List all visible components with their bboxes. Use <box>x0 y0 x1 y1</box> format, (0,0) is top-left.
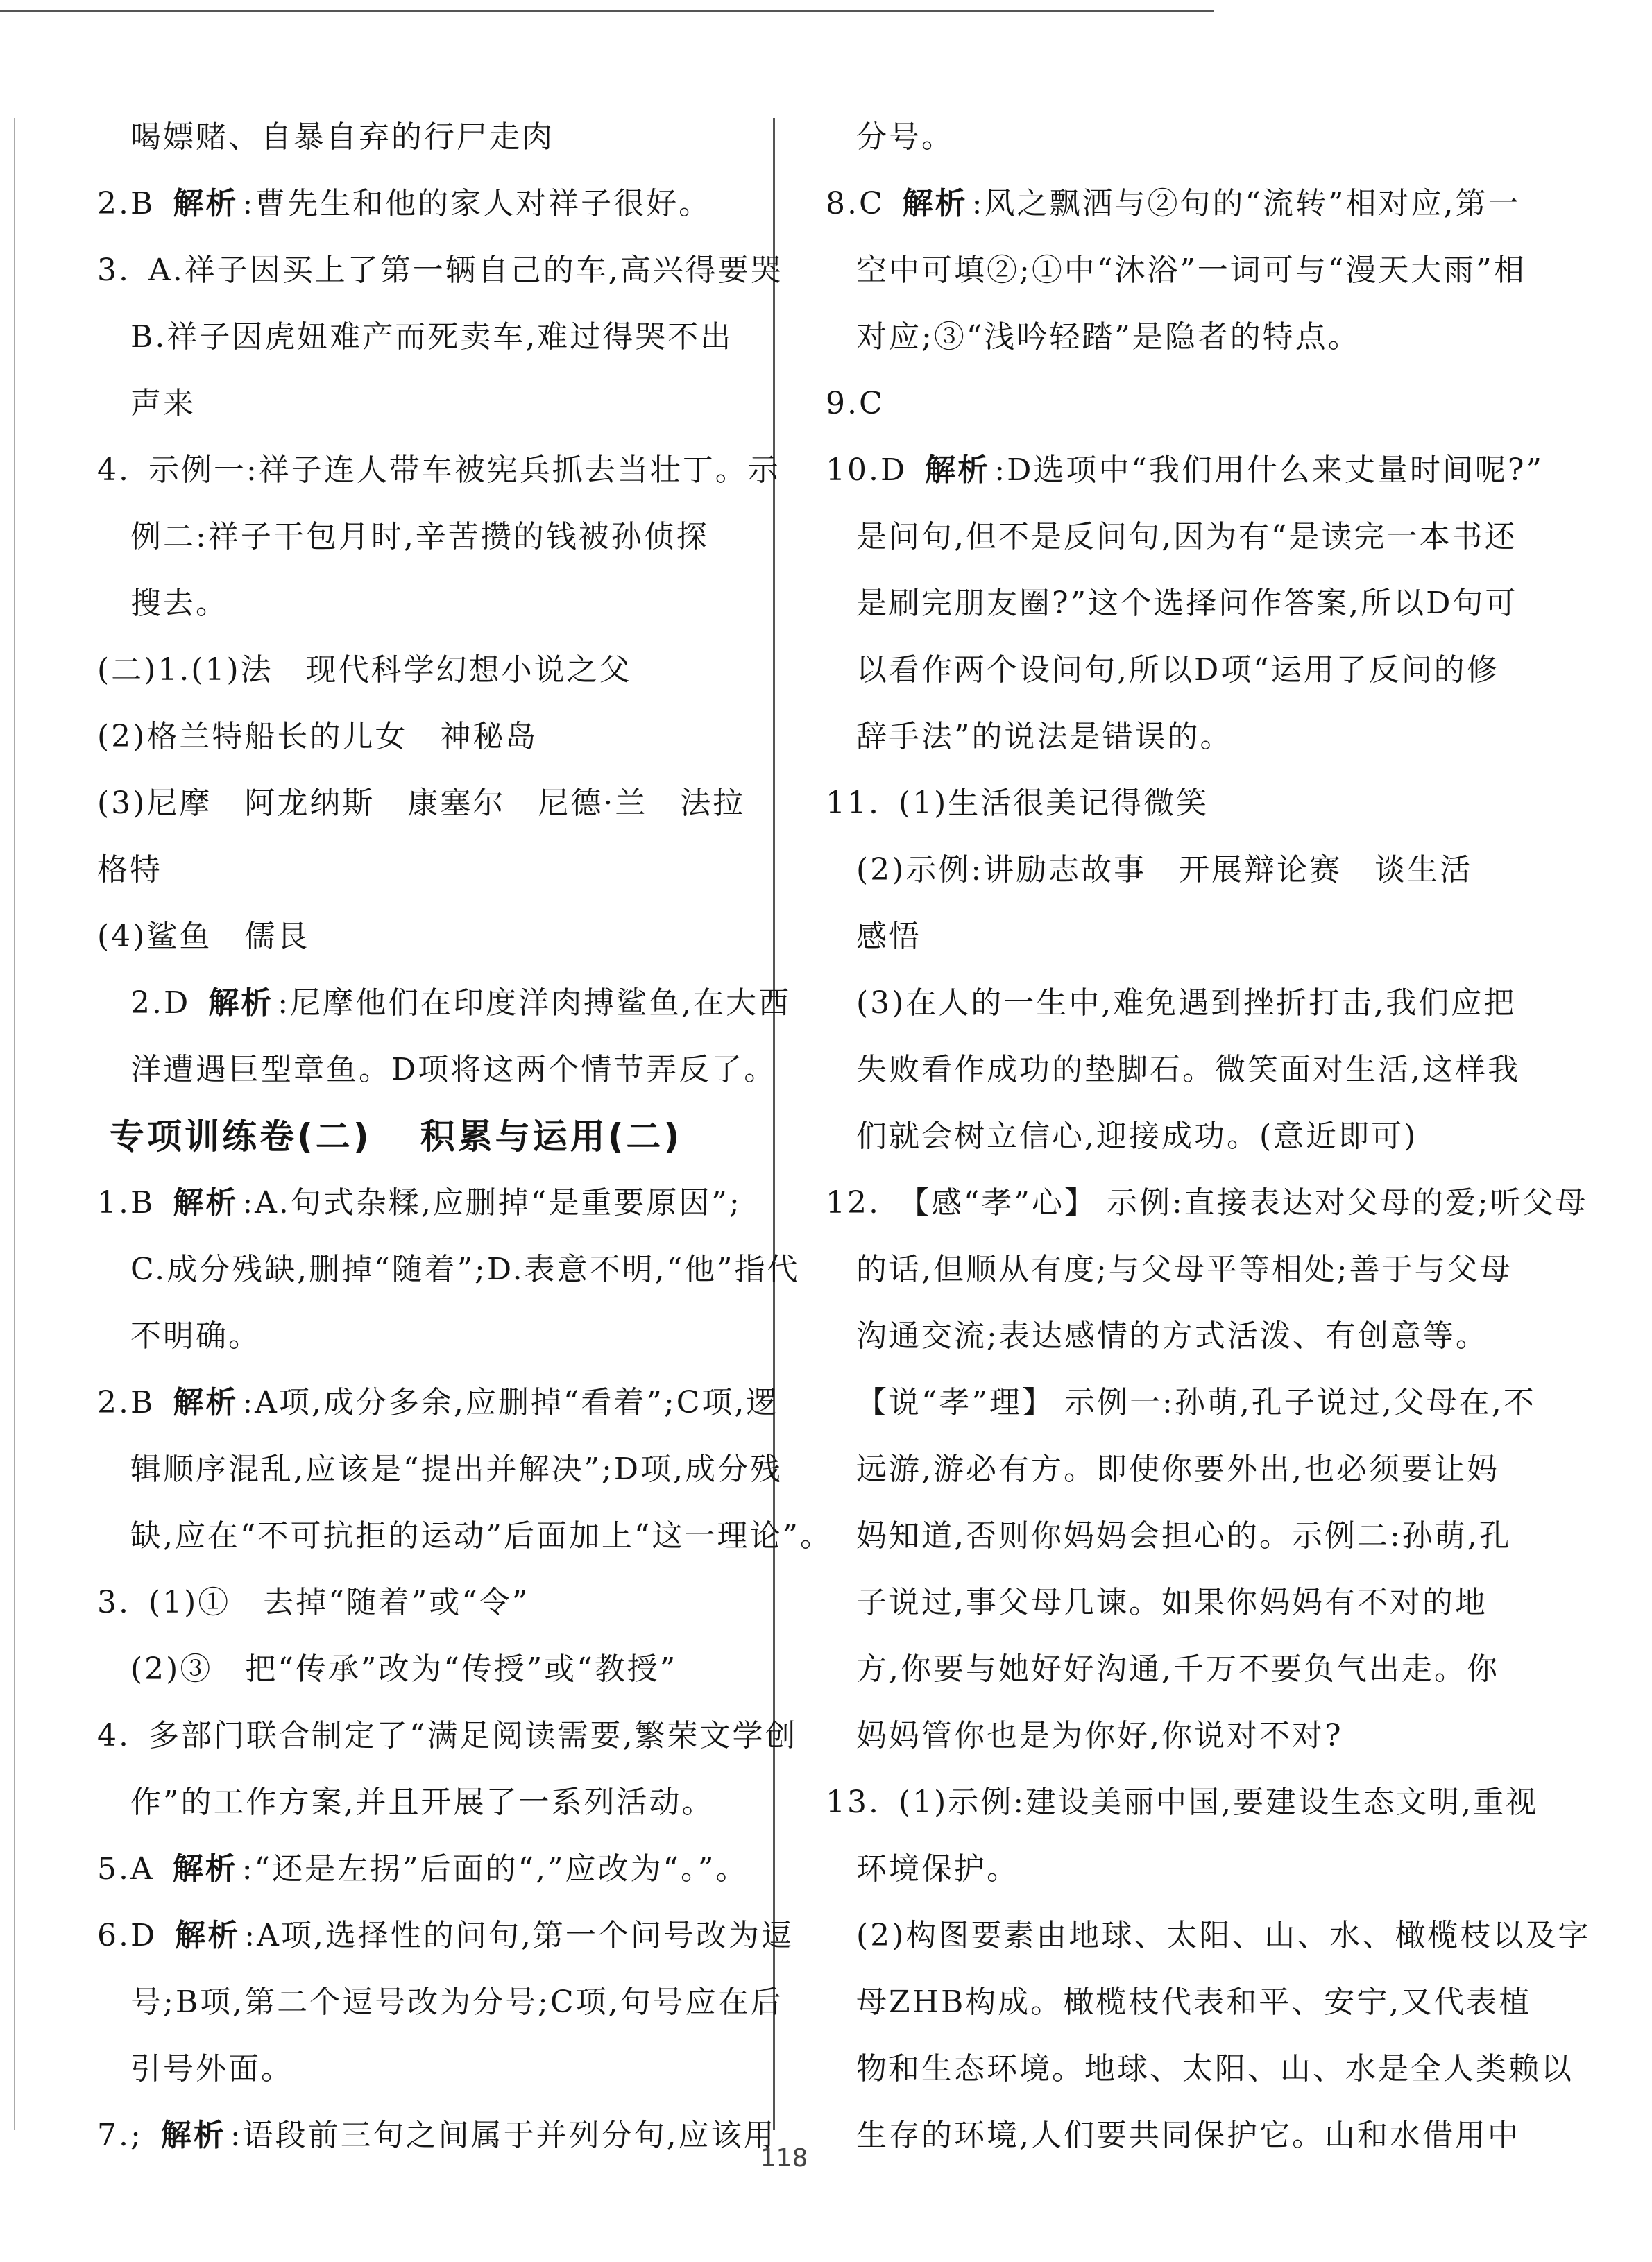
colon: : <box>242 1385 255 1420</box>
analysis-label: 解析 <box>175 1918 241 1953</box>
text-line: 搜去。 <box>130 586 228 621</box>
subsection-tag: 【说“孝”理】 <box>856 1385 1055 1420</box>
answer-text: 示例一:祥子连人带车被宪兵抓去当壮丁。示 <box>148 452 781 488</box>
answer-item <box>69 1570 756 1636</box>
text-line: 格特 <box>97 852 162 887</box>
answer-text: D选项中“我们用什么来丈量时间呢?” <box>1007 452 1544 488</box>
answer-number: 3. <box>97 253 130 288</box>
answer-number: 8.C <box>826 186 885 221</box>
answer-number: 2.B <box>97 1385 155 1420</box>
colon: : <box>242 1185 255 1221</box>
text-line: 是刷完朋友圈?”这个选择问作答案,所以D句可 <box>856 586 1518 621</box>
analysis-label: 解析 <box>173 1385 239 1420</box>
answer-item <box>798 371 1492 437</box>
text-line: 物和生态环境。地球、太阳、山、水是全人类赖以 <box>856 2051 1574 2086</box>
answer-text: “还是左拐”后面的“,”应改为“。”。 <box>254 1851 749 1887</box>
answer-item <box>69 1903 794 1969</box>
answer-text: (1)生活很美记得微笑 <box>898 785 1209 821</box>
top-rule <box>0 10 1214 12</box>
colon: : <box>242 186 255 221</box>
answer-text: 语段前三句之间属于并列分句,应该用 <box>242 2118 776 2153</box>
analysis-label: 解析 <box>160 2118 226 2153</box>
colon: : <box>994 452 1007 488</box>
answer-number: 13. <box>826 1785 880 1820</box>
text-line: (4)鲨鱼 儒艮 <box>97 919 310 954</box>
answer-item <box>69 970 792 1037</box>
text-line: 分号。 <box>856 119 954 155</box>
analysis-label: 解析 <box>173 186 239 221</box>
answer-text: A项,选择性的问句,第一个问号改为逗 <box>257 1918 794 1953</box>
column-divider <box>773 118 775 2130</box>
answer-text: 风之飘洒与②句的“流转”相对应,第一 <box>984 186 1521 221</box>
answer-item <box>798 437 1544 504</box>
answer-item <box>798 1769 1539 1836</box>
colon: : <box>971 186 985 221</box>
answer-item <box>69 1703 798 1769</box>
text-line: (3)尼摩 阿龙纳斯 康塞尔 尼德·兰 法拉 <box>97 785 746 821</box>
answer-item <box>69 1836 756 1903</box>
binding-edge-line <box>14 118 15 2130</box>
text-line: 喝嫖赌、自暴自弃的行尸走肉 <box>130 119 554 155</box>
colon: : <box>244 1918 257 1953</box>
colon: : <box>241 1851 255 1887</box>
section-heading-subtitle: 积累与运用(二) <box>420 1116 683 1157</box>
text-line: 引号外面。 <box>130 2051 293 2086</box>
text-line: (2)构图要素由地球、太阳、山、水、橄榄枝以及字 <box>856 1918 1591 1953</box>
text-line: C.成分残缺,删掉“随着”;D.表意不明,“他”指代 <box>130 1252 800 1287</box>
page-number: 118 <box>760 2144 808 2172</box>
colon: : <box>230 2118 243 2153</box>
text-line: 是问句,但不是反问句,因为有“是读完一本书还 <box>856 519 1517 554</box>
text-line: (二)1.(1)法 现代科学幻想小说之父 <box>97 652 632 688</box>
text-line: (3)在人的一生中,难免遇到挫折打击,我们应把 <box>856 985 1517 1021</box>
text-line: 声来 <box>130 386 196 421</box>
analysis-label: 解析 <box>208 985 274 1021</box>
answer-number: 9.C <box>826 386 885 421</box>
text-line: (2)格兰特船长的儿女 神秘岛 <box>97 719 538 754</box>
answer-number: 1.B <box>97 1185 155 1221</box>
answer-text: 示例一:孙萌,孔子说过,父母在,不 <box>1064 1385 1536 1420</box>
answer-text: A.祥子因买上了第一辆自己的车,高兴得要哭 <box>148 253 783 288</box>
text-line: 对应;③“浅吟轻踏”是隐者的特点。 <box>856 319 1361 355</box>
answer-item <box>69 171 756 237</box>
section-heading <box>69 1103 756 1170</box>
text-line: 生存的环境,人们要共同保护它。山和水借用中 <box>856 2118 1520 2153</box>
text-line: 空中可填②;①中“沐浴”一词可与“漫天大雨”相 <box>856 253 1526 288</box>
answer-text: (1)① 去掉“随着”或“令” <box>148 1585 530 1620</box>
answer-number: 12. <box>826 1185 880 1221</box>
answer-number: 5.A <box>97 1851 155 1887</box>
text-line: B.祥子因虎妞难产而死卖车,难过得哭不出 <box>130 319 733 355</box>
answer-number: 3. <box>97 1585 130 1620</box>
analysis-label: 解析 <box>172 1851 238 1887</box>
text-line: 洋遭遇巨型章鱼。D项将这两个情节弄反了。 <box>130 1052 777 1087</box>
text-line: 子说过,事父母几谏。如果你妈妈有不对的地 <box>856 1585 1488 1620</box>
right-column <box>798 104 1591 2169</box>
answer-item <box>798 1170 1588 1236</box>
text-line: 方,你要与她好好沟通,千万不要负气出走。你 <box>856 1651 1499 1687</box>
text-line: 辑顺序混乱,应该是“提出并解决”;D项,成分残 <box>130 1452 783 1487</box>
analysis-label: 解析 <box>902 186 968 221</box>
text-line: 妈知道,否则你妈妈会担心的。示例二:孙萌,孔 <box>856 1518 1512 1554</box>
text-line: 环境保护。 <box>856 1851 1019 1887</box>
text-line: 辞手法”的说法是错误的。 <box>856 719 1233 754</box>
answer-number: 2.D <box>130 985 191 1021</box>
answer-text: 示例:直接表达对父母的爱;听父母 <box>1106 1185 1588 1221</box>
text-line: 失败看作成功的垫脚石。微笑面对生活,这样我 <box>856 1052 1520 1087</box>
answer-text: 曹先生和他的家人对祥子很好。 <box>255 186 712 221</box>
text-line: (2)示例:讲励志故事 开展辩论赛 谈生活 <box>856 852 1473 887</box>
text-line: 妈妈管你也是为你好,你说对不对? <box>856 1718 1343 1753</box>
answer-item <box>69 2102 776 2169</box>
answer-number: 4. <box>97 452 130 488</box>
section-heading-title: 专项训练卷(二) <box>110 1116 372 1157</box>
text-line: 作”的工作方案,并且开展了一系列活动。 <box>130 1785 715 1820</box>
text-line: 不明确。 <box>130 1318 261 1354</box>
answer-number: 6.D <box>97 1918 157 1953</box>
answer-item <box>798 171 1521 237</box>
text-line: 缺,应在“不可抗拒的运动”后面加上“这一理论”。 <box>130 1518 833 1554</box>
text-line: 母ZHB构成。橄榄枝代表和平、安宁,又代表植 <box>856 1984 1532 2020</box>
answer-number: 11. <box>826 785 880 821</box>
answer-number: 10.D <box>826 452 908 488</box>
colon: : <box>278 985 291 1021</box>
answer-item <box>798 1370 1536 1436</box>
answer-text: (1)示例:建设美丽中国,要建设生态文明,重视 <box>898 1785 1539 1820</box>
answer-item <box>69 437 781 504</box>
subsection-tag: 【感“孝”心】 <box>898 1185 1097 1221</box>
answer-item <box>69 1170 756 1236</box>
answer-text: A.句式杂糅,应删掉“是重要原因”; <box>255 1185 742 1221</box>
answer-item <box>69 1370 779 1436</box>
text-line: 号;B项,第二个逗号改为分号;C项,句号应在后 <box>130 1984 783 2020</box>
answer-number: 4. <box>97 1718 130 1753</box>
analysis-label: 解析 <box>173 1185 239 1221</box>
answer-text: 多部门联合制定了“满足阅读需要,繁荣文学创 <box>148 1718 798 1753</box>
answer-item <box>798 770 1492 837</box>
text-line: 感悟 <box>856 919 921 954</box>
text-line: 远游,游必有方。即使你要外出,也必须要让妈 <box>856 1452 1499 1487</box>
text-line: 沟通交流;表达感情的方式活泼、有创意等。 <box>856 1318 1488 1354</box>
answer-number: 7.; <box>97 2118 143 2153</box>
analysis-label: 解析 <box>925 452 991 488</box>
text-line: 的话,但顺从有度;与父母平等相处;善于与父母 <box>856 1252 1513 1287</box>
text-line: 例二:祥子干包月时,辛苦攒的钱被孙侦探 <box>130 519 709 554</box>
text-line: 们就会树立信心,迎接成功。(意近即可) <box>856 1119 1418 1154</box>
text-line: 以看作两个设问句,所以D项“运用了反问的修 <box>856 652 1499 688</box>
answer-text: A项,成分多余,应删掉“看着”;C项,逻 <box>255 1385 779 1420</box>
text-line: (2)③ 把“传承”改为“传授”或“教授” <box>130 1651 678 1687</box>
answer-item <box>69 237 783 304</box>
answer-number: 2.B <box>97 186 155 221</box>
answer-text: 尼摩他们在印度洋肉搏鲨鱼,在大西 <box>290 985 792 1021</box>
